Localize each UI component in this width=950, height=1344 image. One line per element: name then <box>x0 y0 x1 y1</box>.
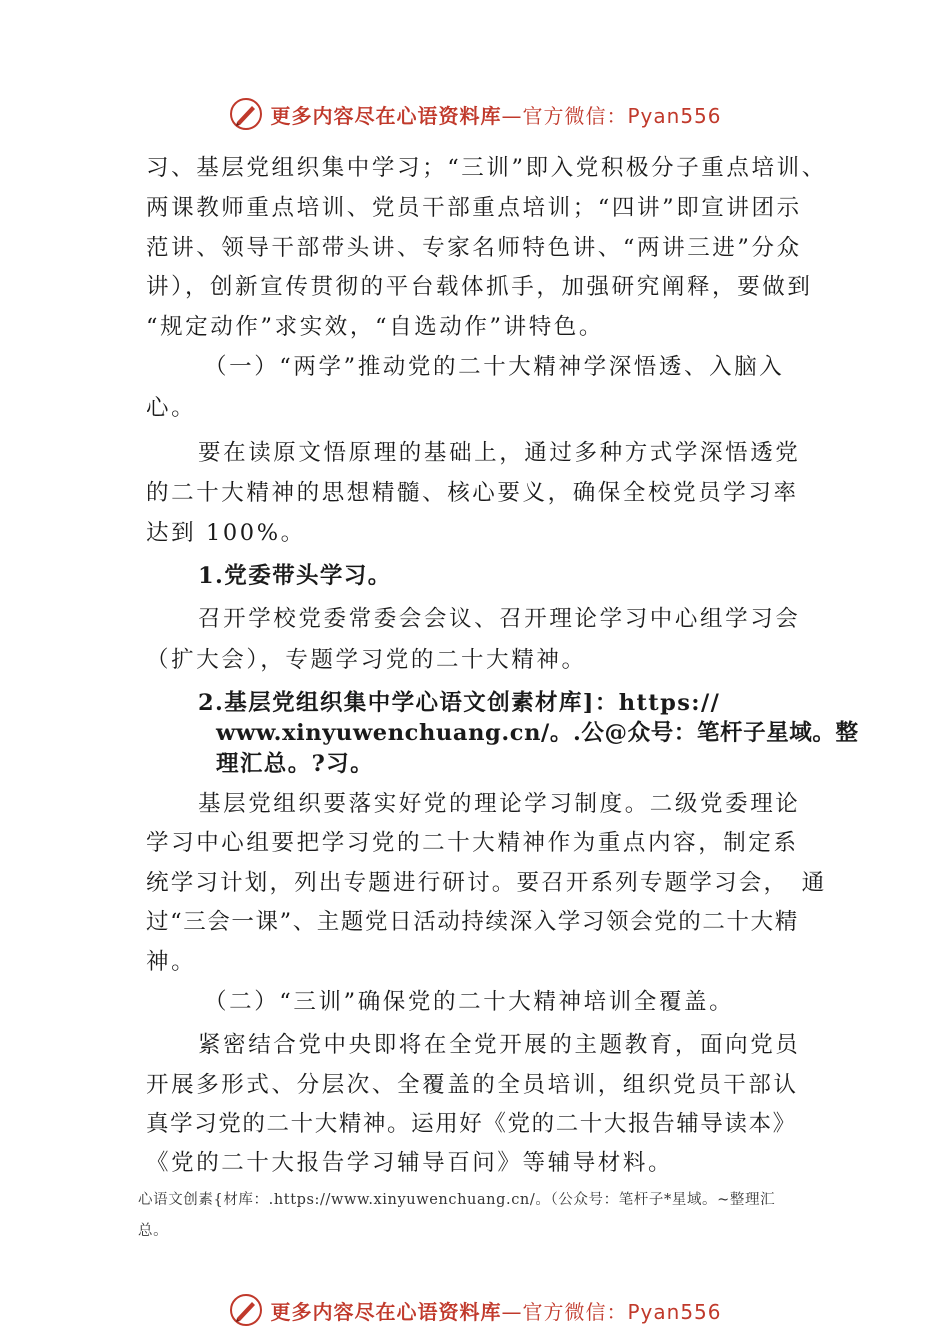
subheading-2-cont: 理汇总。?习。 <box>216 751 374 777</box>
section-heading-2: （二）“三训”确保党的二十大精神培训全覆盖。 <box>204 989 735 1015</box>
section-heading-1: （一）“两学”推动党的二十大精神学深悟透、入脑入 <box>204 354 785 380</box>
body-line: “规定动作”求实效，“自选动作”讲特色。 <box>146 314 605 340</box>
body-line: 讲），创新宣传贯彻的平台载体抓手，加强研究阐释，要做到 <box>146 274 813 300</box>
body-line: 神。 <box>146 949 197 975</box>
body-line: 《党的二十大报告学习辅导百问》等辅导材料。 <box>146 1150 674 1176</box>
pen-logo-icon <box>228 96 264 132</box>
body-line: 统学习计划，列出专题进行研讨。要召开系列专题学习会， 通 <box>146 870 827 896</box>
body-line: 基层党组织要落实好党的理论学习制度。二级党委理论 <box>198 791 801 817</box>
body-line: 两课教师重点培训、党员干部重点培训；“四讲”即宣讲团示 <box>146 195 802 221</box>
body-line: 要在读原文悟原理的基础上，通过多种方式学深悟透党 <box>198 440 801 466</box>
body-line: 开展多形式、分层次、全覆盖的全员培训，组织党员干部认 <box>146 1072 799 1098</box>
subheading-2-cont: www.xinyuwenchuang.cn/。.公@众号：笔杆子星域。整 <box>216 720 859 746</box>
body-line: 的二十大精神的思想精髓、核心要义，确保全校党员学习率 <box>146 480 799 506</box>
body-line: 范讲、领导干部带头讲、专家名师特色讲、“两讲三进”分众 <box>146 235 802 261</box>
subheading-2: 2.基层党组织集中学心语文创素材库]：https:// <box>198 690 721 716</box>
subheading-1: 1.党委带头学习。 <box>198 563 392 589</box>
section-heading-1-cont: 心。 <box>146 395 197 421</box>
body-line: 真学习党的二十大精神。运用好《党的二十大报告辅导读本》 <box>146 1111 797 1137</box>
footnote-line: 心语文创素{材库：.https://www.xinyuwenchuang.cn/。（公众号：笔杆子*星域。~整理汇 <box>138 1192 776 1208</box>
banner-text: 更多内容尽在心语资料库—官方微信：Pyan556 <box>270 103 722 128</box>
body-line: 达到 100%。 <box>146 520 306 546</box>
banner-text: 更多内容尽在心语资料库—官方微信：Pyan556 <box>270 1299 722 1324</box>
body-line: 学习中心组要把学习党的二十大精神作为重点内容，制定系 <box>146 830 799 856</box>
body-line: 习、基层党组织集中学习；“三训”即入党积极分子重点培训、 <box>146 155 827 181</box>
body-line: 过“三会一课”、主题党日活动持续深入学习领会党的二十大精 <box>146 909 799 935</box>
footnote-line: 总。 <box>138 1223 169 1239</box>
body-line: 召开学校党委常委会会议、召开理论学习中心组学习会 <box>198 606 801 632</box>
pen-logo-icon <box>228 1292 264 1328</box>
footer-watermark-banner <box>0 1290 950 1330</box>
body-line: （扩大会），专题学习党的二十大精神。 <box>146 647 587 673</box>
header-watermark-banner <box>0 94 950 134</box>
body-line: 紧密结合党中央即将在全党开展的主题教育，面向党员 <box>198 1032 801 1058</box>
